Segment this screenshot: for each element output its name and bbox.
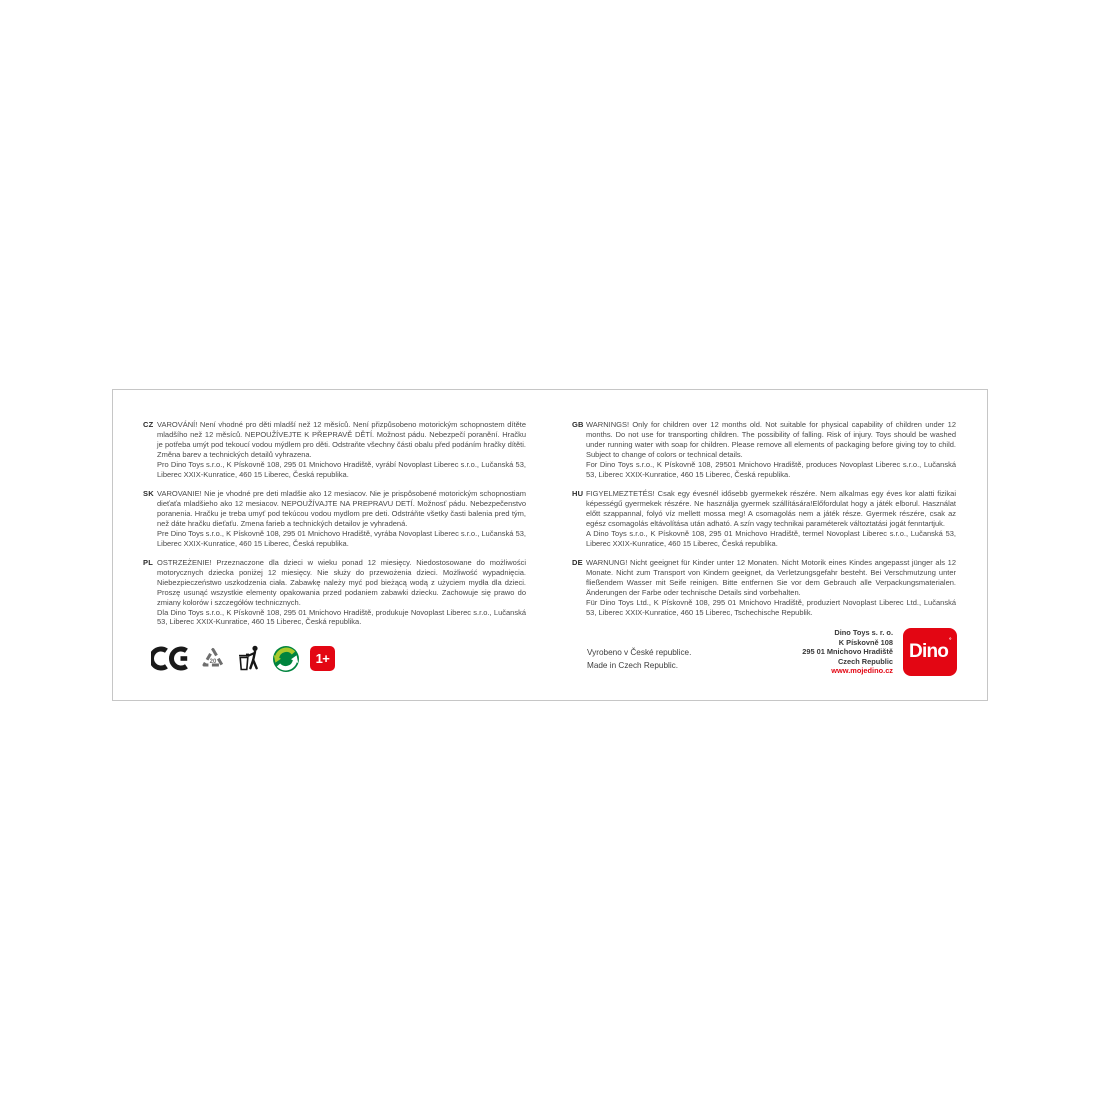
made-in-english: Made in Czech Republic.	[587, 661, 679, 670]
lang-code-pl: PL	[143, 558, 153, 567]
manufacturer-text-de: Für Dino Toys Ltd., K Pískovně 108, 295 01 Mnichovo Hradiště, produziert Novoplast Liberec Ltd., Lučanská 53, Liberec XXIX-Kunratice, 460 15 Liberec, Tschechische Republik.	[586, 597, 956, 617]
recycle-code: 20	[209, 658, 217, 665]
warning-text-hu: FIGYELMEZTETÉS! Csak egy évesnél idősebb gyermekek részére. Nem alkalmas egy éves kor alatti fizikai képességű gyermekek részére. Ne használja gyermek szállítására!Előfordulat hogy a játék elborul. Használat előtt szappannal, folyó víz mellett mossa meg! A csomagolás nem a játék része. Gyermek részére, csak az egész csomagolás eltávolítása után adható. A szín vagy technikai paraméterek változtatási jogát fenntartjuk.	[586, 489, 956, 528]
lang-code-de: DE	[572, 558, 583, 567]
age-badge: 1+	[310, 646, 335, 671]
made-in-czech: Vyrobeno v České republice.	[587, 648, 692, 657]
warning-text-cz: VAROVÁNÍ! Není vhodné pro děti mladší než 12 měsíců. Není přizpůsobeno motorickým schopnostem dítěte mladšího než 12 měsíců. NEPOUŽÍVEJTE K PŘEPRAVĚ DĚTÍ. Možnost pádu. Nebezpečí poranění. Hračku je potřeba umýt pod tekoucí vodou mýdlem pro děti. Odstraňte všechny části obalu před podáním hračky dítěti. Změna barev a technických detailů vyhrazena.	[157, 420, 526, 459]
lang-text-hu	[586, 489, 956, 548]
recycle-loop-icon	[199, 645, 227, 673]
lang-text-de	[586, 558, 956, 617]
company-address-block	[733, 628, 893, 676]
lang-block-pl	[143, 558, 526, 627]
lang-code-gb: GB	[572, 420, 584, 429]
warning-text-gb: WARNINGS! Only for children over 12 months old. Not suitable for physical capability of children under 12 months. Do not use for transporting children. The possibility of falling. Risk of injury. Toys should be washed under running water with soap for children. Please remove all elements of packaging before giving toy to child. Subject to change of colors or technical details.	[586, 420, 956, 459]
green-dot-icon	[272, 645, 300, 673]
company-street: K Pískovně 108	[838, 637, 893, 647]
company-city: 295 01 Mnichovo Hradiště	[802, 647, 893, 657]
warning-text-pl: OSTRZEŻENIE! Przeznaczone dla dzieci w wieku ponad 12 miesięcy. Niedostosowane do możliwości motorycznych dziecka poniżej 12 miesięcy. Nie służy do przewożenia dzieci. Możliwość wypadnięcia. Niebezpieczeństwo uszkodzenia ciała. Zabawkę należy myć pod bieżącą wodą z użyciem mydła dla dzieci. Proszę usunąć wszystkie elementy opakowania przed podaniem zabawki dziecku. Zachowuje się prawo do zmiany kolorów i szczegółów technicznych.	[157, 558, 526, 607]
ce-mark-icon	[151, 646, 189, 671]
lang-code-sk: SK	[143, 489, 154, 498]
lang-block-cz	[143, 420, 526, 480]
warning-text-sk: VAROVANIE! Nie je vhodné pre deti mladšie ako 12 mesiacov. Nie je prispôsobené motorickým schopnostiam dieťaťa mladšieho ako 12 mesiacov. NEPOUŽÍVAJTE NA PREPRAVU DETÍ. Možnosť pádu. Nebezpečenstvo poranenia. Hračku je treba umyť pod tekúcou vodou mydlom pre deti. Odstráňte všetky časti balenia pred tým, než dáte hračku dieťaťu. Zmena farieb a technických detailov je vyhradená.	[157, 489, 526, 528]
lang-text-sk	[157, 489, 526, 548]
warning-leaflet-card	[112, 389, 988, 701]
tidy-man-icon	[237, 644, 262, 673]
trademark-mark: ˚	[949, 637, 951, 646]
lang-code-cz: CZ	[143, 420, 154, 429]
lang-text-gb	[586, 420, 956, 479]
made-in-block	[587, 646, 691, 672]
manufacturer-text-pl: Dla Dino Toys s.r.o., K Pískovně 108, 295 01 Mnichovo Hradiště, produkuje Novoplast Liberec s.r.o., Lučanská 53, Liberec XXIX-Kunratice, 460 15 Liberec, Česká republika.	[157, 607, 526, 627]
company-name: Dino Toys s. r. o.	[834, 628, 893, 637]
lang-code-hu: HU	[572, 489, 584, 498]
lang-block-hu	[572, 489, 956, 549]
warning-text-de: WARNUNG! Nicht geeignet für Kinder unter 12 Monaten. Nicht Motorik eines Kindes angepasst jünger als 12 Monate. Nicht zum Transport von Kindern geeignet, da Verletzungsgefahr besteht. Bei Verschmutzung unter fließendem Wasser mit Seife reinigen. Bitte entfernen Sie vor dem Gebrauch alle Verpackungsmaterialen. Änderungen der Farbe oder technische Details sind vorbehalten.	[586, 558, 956, 597]
lang-block-de	[572, 558, 956, 618]
dino-logo	[903, 628, 957, 676]
language-warnings-grid	[143, 420, 956, 627]
lang-block-sk	[143, 489, 526, 549]
company-country: Czech Republic	[837, 656, 893, 666]
manufacturer-text-gb: For Dino Toys s.r.o., K Pískovně 108, 29501 Mnichovo Hradiště, produces Novoplast Liberec s.r.o., Lučanská 53, Liberec XXIX-Kunratice, 460 15 Liberec, Česká republika.	[586, 459, 956, 479]
compliance-icons-row	[151, 644, 335, 673]
manufacturer-text-hu: A Dino Toys s.r.o., K Pískovně 108, 295 01 Mnichovo Hradiště, termel Novoplast Liberec s.r.o., Lučanská 53, Liberec XXIX-Kunratice, 460 15 Liberec, Česká republika.	[586, 528, 956, 548]
lang-text-pl	[157, 558, 526, 627]
manufacturer-text-cz: Pro Dino Toys s.r.o., K Pískovně 108, 295 01 Mnichovo Hradiště, vyrábí Novoplast Liberec s.r.o., Lučanská 53, Liberec XXIX-Kunratice, 460 15 Liberec, Česká republika.	[157, 459, 526, 479]
lang-text-cz	[157, 420, 526, 479]
manufacturer-text-sk: Pre Dino Toys s.r.o., K Pískovně 108, 295 01 Mnichovo Hradiště, vyrába Novoplast Liberec s.r.o., Lučanská 53, Liberec XXIX-Kunratice, 460 15 Liberec, Česká republika.	[157, 528, 526, 548]
dino-logo-text: Dino	[909, 641, 949, 662]
company-website: www.mojedino.cz	[831, 666, 893, 676]
lang-block-gb	[572, 420, 956, 480]
